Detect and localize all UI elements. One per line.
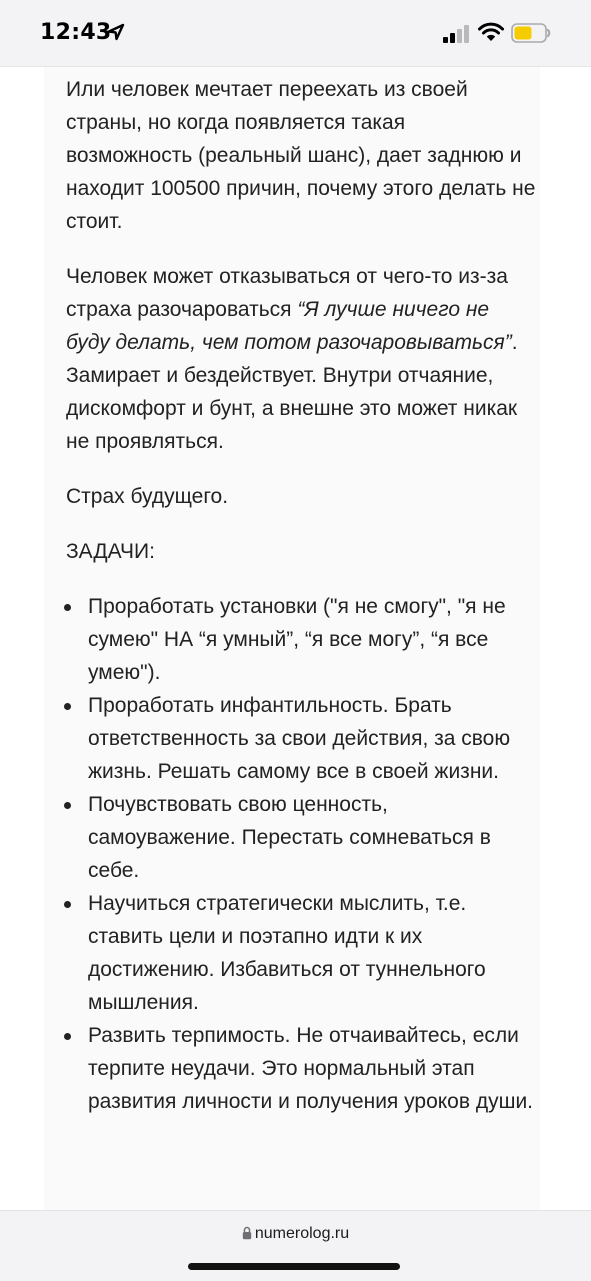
bullet-icon	[64, 1033, 71, 1040]
paragraph-fear-tail: . Замирает и бездействует. Внутри отчаяние, дискомфорт и бунт, а внешне это может никак не проявляться.	[66, 331, 518, 453]
wifi-icon	[478, 22, 504, 42]
paragraph-fear-quote: “Я лучше ничего не буду делать, чем потом разочаровываться”	[66, 298, 512, 354]
paragraph-fear-future: Страх будущего.	[66, 485, 229, 508]
list-item	[66, 1019, 536, 1118]
bullet-icon	[64, 901, 71, 908]
task-text: Научиться стратегически мыслить, т.е. ставить цели и поэтапно идти к их достижению. Избавиться от туннельного мышления.	[88, 892, 486, 1014]
paragraph-fear-text: Человек может отказываться от чего-то из-за страха разочароваться	[66, 265, 508, 321]
battery-icon	[511, 23, 551, 43]
paragraph-fear-disappointment	[66, 260, 536, 458]
task-text: Почувствовать свою ценность, самоуважение. Перестать сомневаться в себе.	[88, 793, 491, 882]
address-bar[interactable]	[0, 1210, 591, 1281]
url-text[interactable]: numerolog.ru	[254, 1225, 350, 1242]
list-item	[66, 788, 536, 887]
task-text: Проработать инфантильность. Брать ответственность за свои действия, за свою жизнь. Решать самому все в своей жизни.	[88, 694, 511, 783]
task-list	[66, 590, 536, 1118]
status-bar	[0, 0, 591, 67]
lock-icon	[242, 1226, 252, 1240]
status-time: 12:43	[40, 20, 112, 45]
location-arrow-icon	[107, 23, 125, 41]
bullet-icon	[64, 703, 71, 710]
list-item	[66, 590, 536, 689]
paragraph-relocation: Или человек мечтает переехать из своей страны, но когда появляется такая возможность (реальный шанс), дает заднюю и находит 100500 причин, почему этого делать не стоит.	[66, 78, 536, 233]
bullet-icon	[64, 802, 71, 809]
home-indicator[interactable]	[188, 1263, 400, 1270]
bullet-icon	[64, 604, 71, 611]
article-text	[66, 73, 536, 1118]
cellular-signal-icon	[443, 25, 471, 43]
url-display[interactable]	[0, 1225, 591, 1243]
task-text: Развить терпимость. Не отчаивайтесь, если терпите неудачи. Это нормальный этап развития личности и получения уроков души.	[88, 1024, 534, 1113]
list-item	[66, 689, 536, 788]
article-content	[44, 67, 540, 1210]
task-text: Проработать установки ("я не смогу", "я не сумею" НА “я умный”, “я все могу”, “я все умею").	[88, 595, 506, 684]
tasks-heading: ЗАДАЧИ:	[66, 540, 155, 563]
list-item	[66, 887, 536, 1019]
